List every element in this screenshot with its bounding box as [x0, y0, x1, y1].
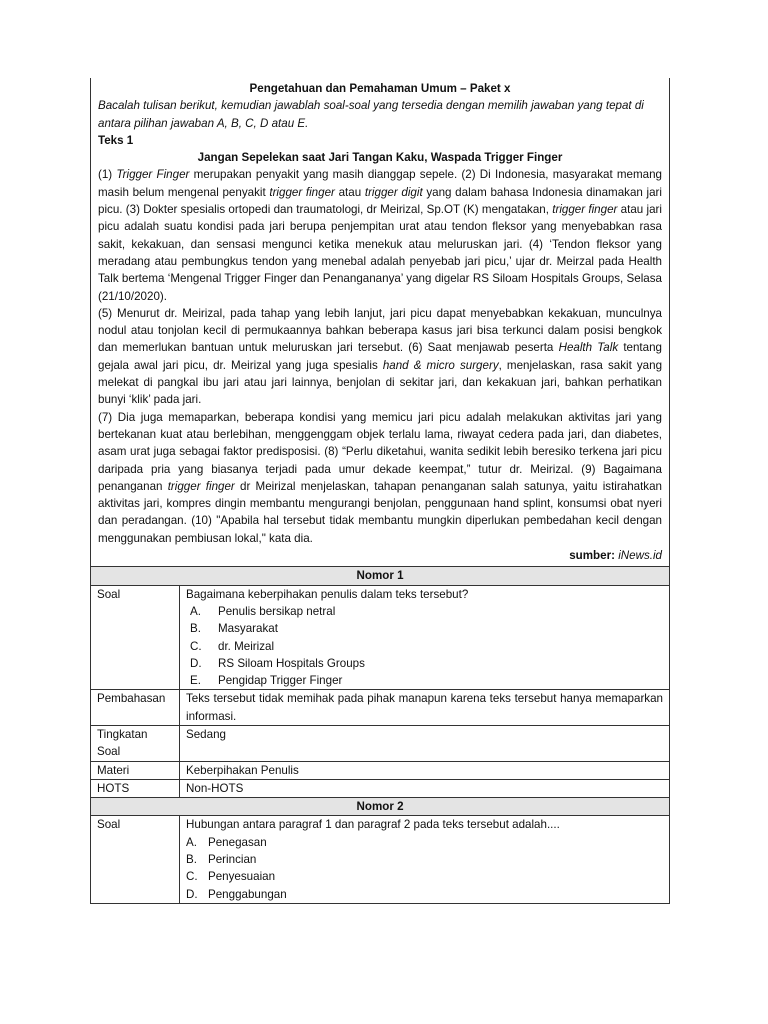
paragraph-1 [98, 166, 662, 304]
option-text: Masyarakat [218, 622, 278, 636]
option-text: Penyesuaian [208, 870, 276, 884]
question-1-options [186, 603, 663, 689]
reading-text-block [90, 78, 670, 566]
p1-text-b: merupakan penyakit yang masih dianggap sepele. (2) Di Indonesia, masyarakat memang masih belum mengenal penyakit [98, 168, 663, 199]
paragraph-3 [98, 409, 662, 547]
question-1-hots-row [91, 779, 670, 797]
question-1-tingkatan-row [91, 725, 670, 761]
p1-term-trigger-finger-2: trigger finger [269, 185, 335, 199]
pembahasan-text: Teks tersebut tidak memihak pada pihak manapun karena teks tersebut hanya memaparkan informasi. [180, 690, 670, 726]
option-letter: A. [190, 604, 201, 618]
p1-term-trigger-digit: trigger digit [364, 185, 423, 199]
source-label: sumber: [569, 549, 619, 563]
option-c [186, 638, 663, 655]
page-title: Pengetahuan dan Pemahaman Umum – Paket x [249, 82, 511, 95]
article-title: Jangan Sepelekan saat Jari Tangan Kaku, Waspada Trigger Finger [197, 151, 563, 165]
option-text: Penulis bersikap netral [218, 604, 336, 618]
hots-value: Non-HOTS [180, 779, 670, 797]
p2-term-health-talk: Health Talk [558, 341, 619, 355]
option-letter: B. [190, 622, 201, 636]
option-letter: C. [190, 639, 202, 653]
option-letter: A. [186, 835, 197, 849]
option-text: Pengidap Trigger Finger [218, 674, 343, 688]
option-letter: C. [186, 870, 198, 884]
option-b [186, 620, 663, 637]
option-text: dr. Meirizal [218, 639, 275, 653]
p1-term-trigger-finger-3: trigger finger [552, 203, 618, 217]
soal-label: Soal [91, 585, 180, 690]
question-1-materi-row [91, 761, 670, 779]
option-letter: D. [190, 656, 202, 670]
option-a [186, 834, 663, 851]
materi-value: Keberpihakan Penulis [180, 761, 670, 779]
option-e [186, 672, 663, 689]
option-text: Perincian [208, 853, 257, 867]
p3-term-trigger-finger: trigger finger [167, 479, 235, 493]
paragraph-2 [98, 305, 662, 409]
question-2-text: Hubungan antara paragraf 1 dan paragraf 2 pada teks tersebut adalah.... [186, 818, 560, 832]
p1-text-c: atau [334, 185, 365, 199]
question-1-pembahasan-row [91, 690, 670, 726]
question-2-options [186, 834, 663, 903]
option-text: RS Siloam Hospitals Groups [218, 656, 365, 670]
question-1-heading: Nomor 1 [91, 567, 670, 585]
option-c [186, 868, 663, 885]
question-1-body [180, 585, 670, 690]
option-letter: D. [186, 887, 198, 901]
option-letter: B. [186, 853, 197, 867]
option-d [186, 655, 663, 672]
question-table [90, 566, 670, 904]
option-text: Penggabungan [208, 887, 287, 901]
p2-text-b: tentang gejala awal jari picu, dr. Meirizal yang juga spesialis [98, 341, 663, 372]
p3-text-a: (7) Dia juga memaparkan, beberapa kondisi yang memicu jari picu adalah melakukan aktivitas jari yang bertekanan kuat atau berlebihan, menggenggam objek terlalu lama, riwayat cedera pada jari, dan diabetes, asam urat juga sebagai faktor predisposisi. (8) “Perlu diketahui, wanita sedikit lebih beresiko terkena jari picu daripada pria yang biasanya terjadi pada umur dekade keempat,” tutur dr. Meirizal. (9) Bagaimana penanganan [98, 410, 662, 493]
question-1-text: Bagaimana keberpihakan penulis dalam teks tersebut? [186, 587, 469, 601]
p2-text-c: , menjelaskan, rasa sakit yang melekat di pangkal ibu jari atau jari lainnya, benjolan di sekitar jari, dan kekakuan jari, bahkan perhatikan bunyi ‘klik’ pada jari. [98, 358, 663, 407]
tingkatan-value: Sedang [180, 725, 670, 761]
option-d [186, 886, 663, 903]
p2-term-hand-micro-surgery: hand & micro surgery [382, 358, 499, 372]
source-name: iNews.id [618, 549, 662, 563]
option-a [186, 603, 663, 620]
tingkatan-label: Tingkatan Soal [91, 725, 180, 761]
document-page [90, 78, 670, 904]
p1-text-a: (1) [98, 168, 117, 182]
question-2-soal-row [91, 816, 670, 903]
option-text: Penegasan [208, 835, 267, 849]
source-line [98, 547, 662, 564]
question-1-heading-row [91, 567, 670, 585]
p1-text-e: atau jari picu adalah suatu kondisi pada jari berupa penjempitan urat atau tendon fleksor yang menyebabkan rasa sakit, kekakuan, dan sensasi mengunci ketika menekuk atau meluruskan jari. (4) ‘Tendon fleksor yang meradang atau pembungkus tendon yang menebal adalah penyebab jari picu,’ ujar dr. Meirzal pada Health Talk bertema ‘Mengenal Trigger Finger dan Penangananya’ yang digelar RS Siloam Hospitals Groups, Selasa (21/10/2020). [98, 203, 662, 303]
p2-text-a: (5) Menurut dr. Meirizal, pada tahap yang lebih lanjut, jari picu dapat menyebabkan kekakuan, munculnya nodul atau tonjolan kecil di permukaannya bahkan beberapa kasus jari bisa terkunci dalam posisi bengkok dan memerlukan bantuan untuk meluruskan jari tersebut. (6) Saat menjawab peserta [98, 306, 662, 355]
question-2-heading: Nomor 2 [91, 798, 670, 816]
pembahasan-label: Pembahasan [91, 690, 180, 726]
option-b [186, 851, 663, 868]
p3-text-b: dr Meirizal menjelaskan, tahapan penanganan salah satunya, yaitu istirahatkan aktivitas jari, kompres dingin membantu mengurangi benjolan, penggunaan hand splint, konsumsi obat nyeri dan peradangan. (10) "Apabila hal tersebut tidak membantu mungkin diperlukan pembedahan kecil dengan menggunakan pembiusan lokal," kata dia. [98, 479, 663, 545]
question-2-body [180, 816, 670, 903]
instruction-text: Bacalah tulisan berikut, kemudian jawablah soal-soal yang tersedia dengan memilih jawaban yang tepat di antara pilihan jawaban A, B, C, D atau E. [98, 99, 644, 130]
hots-label: HOTS [91, 779, 180, 797]
p1-text-d: yang dalam bahasa Indonesia dinamakan jari picu. (3) Dokter spesialis ortopedi dan traumatologi, dr Meirizal, Sp.OT (K) mengatakan, [98, 185, 662, 217]
p1-term-trigger-finger: Trigger Finger [116, 168, 190, 182]
question-1-soal-row [91, 585, 670, 690]
materi-label: Materi [91, 761, 180, 779]
option-letter: E. [190, 674, 201, 688]
question-2-heading-row [91, 798, 670, 816]
soal-label: Soal [91, 816, 180, 903]
section-label: Teks 1 [98, 133, 134, 147]
